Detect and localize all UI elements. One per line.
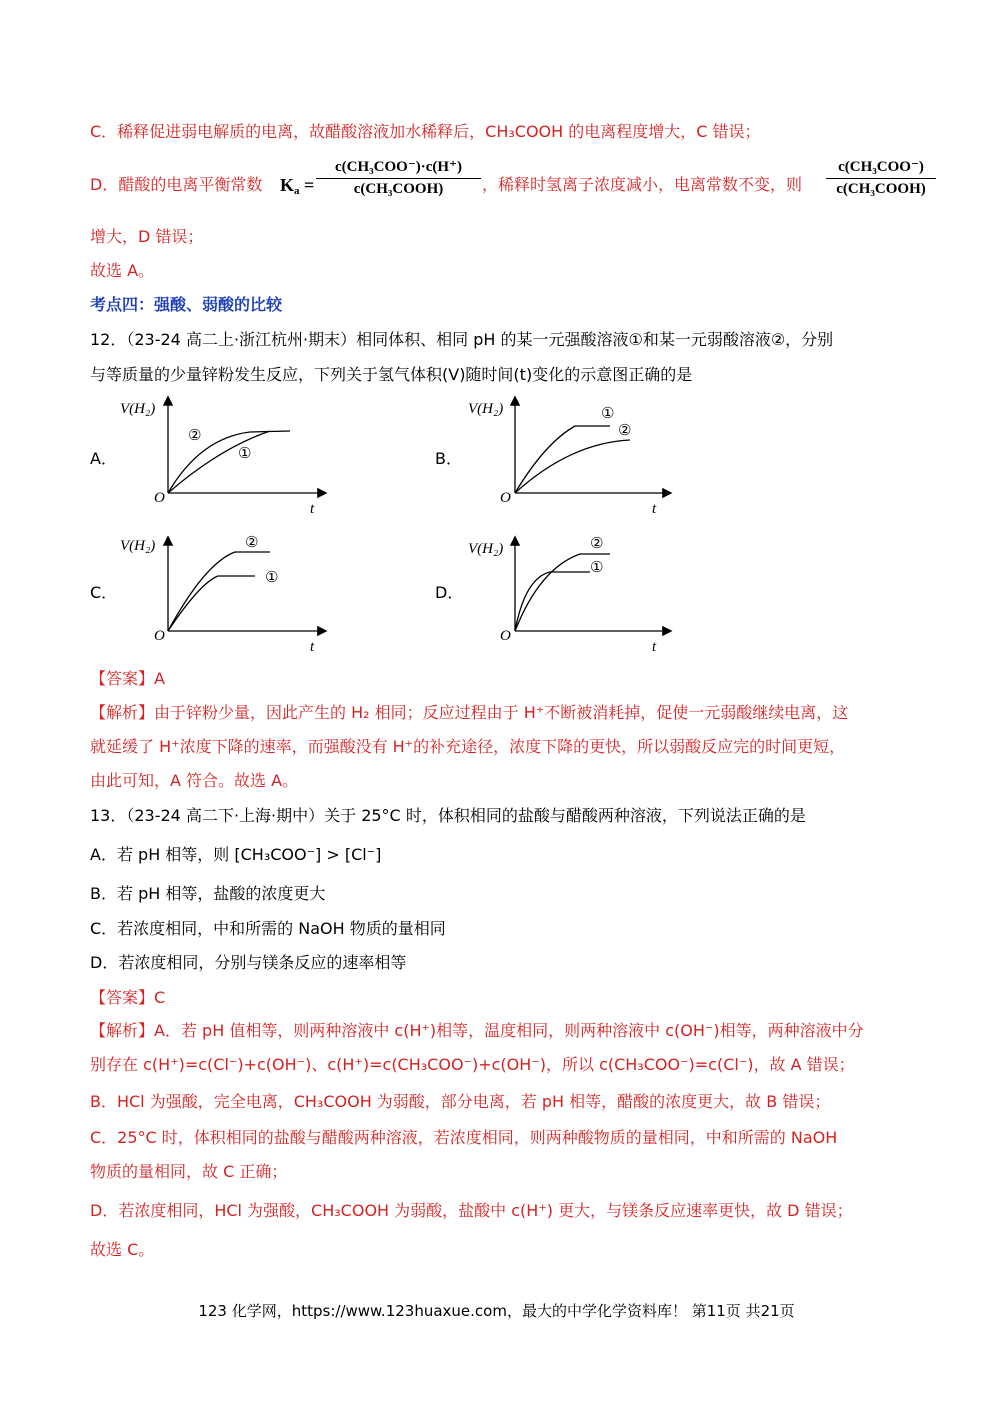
ka-fraction xyxy=(316,157,481,198)
ka-symbol: $K_a$ = xyxy=(280,175,315,197)
q13-analysis-b: B．HCl 为强酸，完全电离，CH₃COOH 为弱酸，部分电离，若 pH 相等，醋酸的浓度更大，故 B 错误； xyxy=(90,1092,831,1111)
prev-option-d-middle: ，稀释时氢离子浓度减小，电离常数不变，则 xyxy=(482,175,803,194)
prev-option-d-end: 增大，D 错误； xyxy=(90,227,204,246)
section-title: 考点四：强酸、弱酸的比较 xyxy=(90,295,283,314)
origin-label: O xyxy=(154,628,165,644)
origin-label: O xyxy=(154,490,165,506)
curve-1-label: ① xyxy=(238,444,252,462)
q12-answer: 【答案】A xyxy=(90,669,165,688)
q12-option-a-label: A． xyxy=(90,449,117,468)
q12-analysis-1: 【解析】由于锌粉少量，因此产生的 H₂ 相同；反应过程由于 H⁺不断被消耗掉，促使一元弱酸继续电离，这 xyxy=(90,703,849,722)
origin-label: O xyxy=(500,628,511,644)
curve-2-label: ② xyxy=(245,533,259,551)
curve-1 xyxy=(168,576,255,631)
curve-2 xyxy=(168,431,290,493)
y-axis-label: V(H₂) xyxy=(468,541,504,557)
ratio-numerator: c(CH₃COO⁻) xyxy=(826,157,936,179)
curve-1-label: ① xyxy=(590,558,604,576)
q12-option-d-label: D． xyxy=(435,583,464,602)
q12-option-c-label: C． xyxy=(90,583,118,602)
q13-stem: 13．（23-24 高二下·上海·期中）关于 25°C 时，体积相同的盐酸与醋酸两种溶液，下列说法正确的是 xyxy=(90,806,806,825)
curve-1-label: ① xyxy=(601,404,615,422)
q13-choose: 故选 C。 xyxy=(90,1240,155,1259)
q13-analysis-a1: 【解析】A．若 pH 值相等，则两种溶液中 c(H⁺)相等，温度相同，则两种溶液中 c(OH⁻)相等，两种溶液中分 xyxy=(90,1021,864,1040)
curve-2-label: ② xyxy=(188,426,202,444)
y-axis-label: V(H₂) xyxy=(120,401,156,417)
page-footer: 123 化学网，https://www.123huaxue.com，最大的中学化学资料库！ 第11页 共21页 xyxy=(198,1302,795,1320)
q12-graph-d xyxy=(460,528,690,658)
ka-denominator: c(CH₃COOH) xyxy=(353,181,444,197)
q13-option-b: B．若 pH 相等，盐酸的浓度更大 xyxy=(90,884,326,903)
ratio-fraction xyxy=(826,157,936,198)
curve-2-label: ② xyxy=(590,534,604,552)
prev-choose: 故选 A。 xyxy=(90,261,155,280)
q12-stem-line2: 与等质量的少量锌粉发生反应，下列关于氢气体积(V)随时间(t)变化的示意图正确的是 xyxy=(90,365,693,384)
q13-answer: 【答案】C xyxy=(90,988,166,1007)
q12-graph-a xyxy=(110,388,340,518)
curve-2-label: ② xyxy=(618,421,632,439)
curve-2 xyxy=(168,552,270,631)
ka-numerator: c(CH₃COO⁻)·c(H⁺) xyxy=(316,157,481,179)
x-axis-label: t xyxy=(310,639,315,655)
q13-analysis-a2: 别存在 c(H⁺)=c(Cl⁻)+c(OH⁻)、c(H⁺)=c(CH₃COO⁻)+c(OH⁻)，所以 c(CH₃COO⁻)=c(Cl⁻)，故 A 错误； xyxy=(90,1055,855,1074)
x-axis-label: t xyxy=(652,501,657,517)
q12-graph-c xyxy=(110,528,340,658)
curve-1 xyxy=(515,572,590,631)
y-axis-label: V(H₂) xyxy=(468,401,504,417)
ratio-denominator: c(CH₃COOH) xyxy=(836,181,926,197)
q12-graph-b xyxy=(460,388,690,518)
q13-analysis-c1: C．25°C 时，体积相同的盐酸与醋酸两种溶液，若浓度相同，则两种酸物质的量相同，中和所需的 NaOH xyxy=(90,1128,838,1147)
y-axis-label: V(H₂) xyxy=(120,538,156,554)
prev-option-d-prefix: D．醋酸的电离平衡常数 xyxy=(90,175,263,194)
curve-1-label: ① xyxy=(265,568,279,586)
q13-analysis-d: D．若浓度相同，HCl 为强酸，CH₃COOH 为弱酸，盐酸中 c(H⁺) 更大，与镁条反应速率更快，故 D 错误； xyxy=(90,1201,853,1220)
q12-stem-line1: 12．（23-24 高二上·浙江杭州·期末）相同体积、相同 pH 的某一元强酸溶液①和某一元弱酸溶液②，分别 xyxy=(90,330,834,349)
q12-analysis-2: 就延缓了 H⁺浓度下降的速率，而强酸没有 H⁺的补充途径，浓度下降的更快，所以弱酸反应完的时间更短， xyxy=(90,737,846,756)
q13-option-c: C．若浓度相同，中和所需的 NaOH 物质的量相同 xyxy=(90,919,446,938)
q13-option-d: D．若浓度相同，分别与镁条反应的速率相等 xyxy=(90,953,407,972)
q13-option-a: A．若 pH 相等，则 [CH₃COO⁻] > [Cl⁻] xyxy=(90,845,382,864)
origin-label: O xyxy=(500,490,511,506)
curve-1 xyxy=(168,431,270,493)
q12-analysis-3: 由此可知，A 符合。故选 A。 xyxy=(90,771,299,790)
q12-option-b-label: B． xyxy=(435,449,462,468)
x-axis-label: t xyxy=(310,501,315,517)
q13-analysis-c2: 物质的量相同，故 C 正确； xyxy=(90,1162,288,1181)
x-axis-label: t xyxy=(652,639,657,655)
prev-option-c: C．稀释促进弱电解质的电离，故醋酸溶液加水稀释后，CH₃COOH 的电离程度增大，C 错误； xyxy=(90,122,761,141)
